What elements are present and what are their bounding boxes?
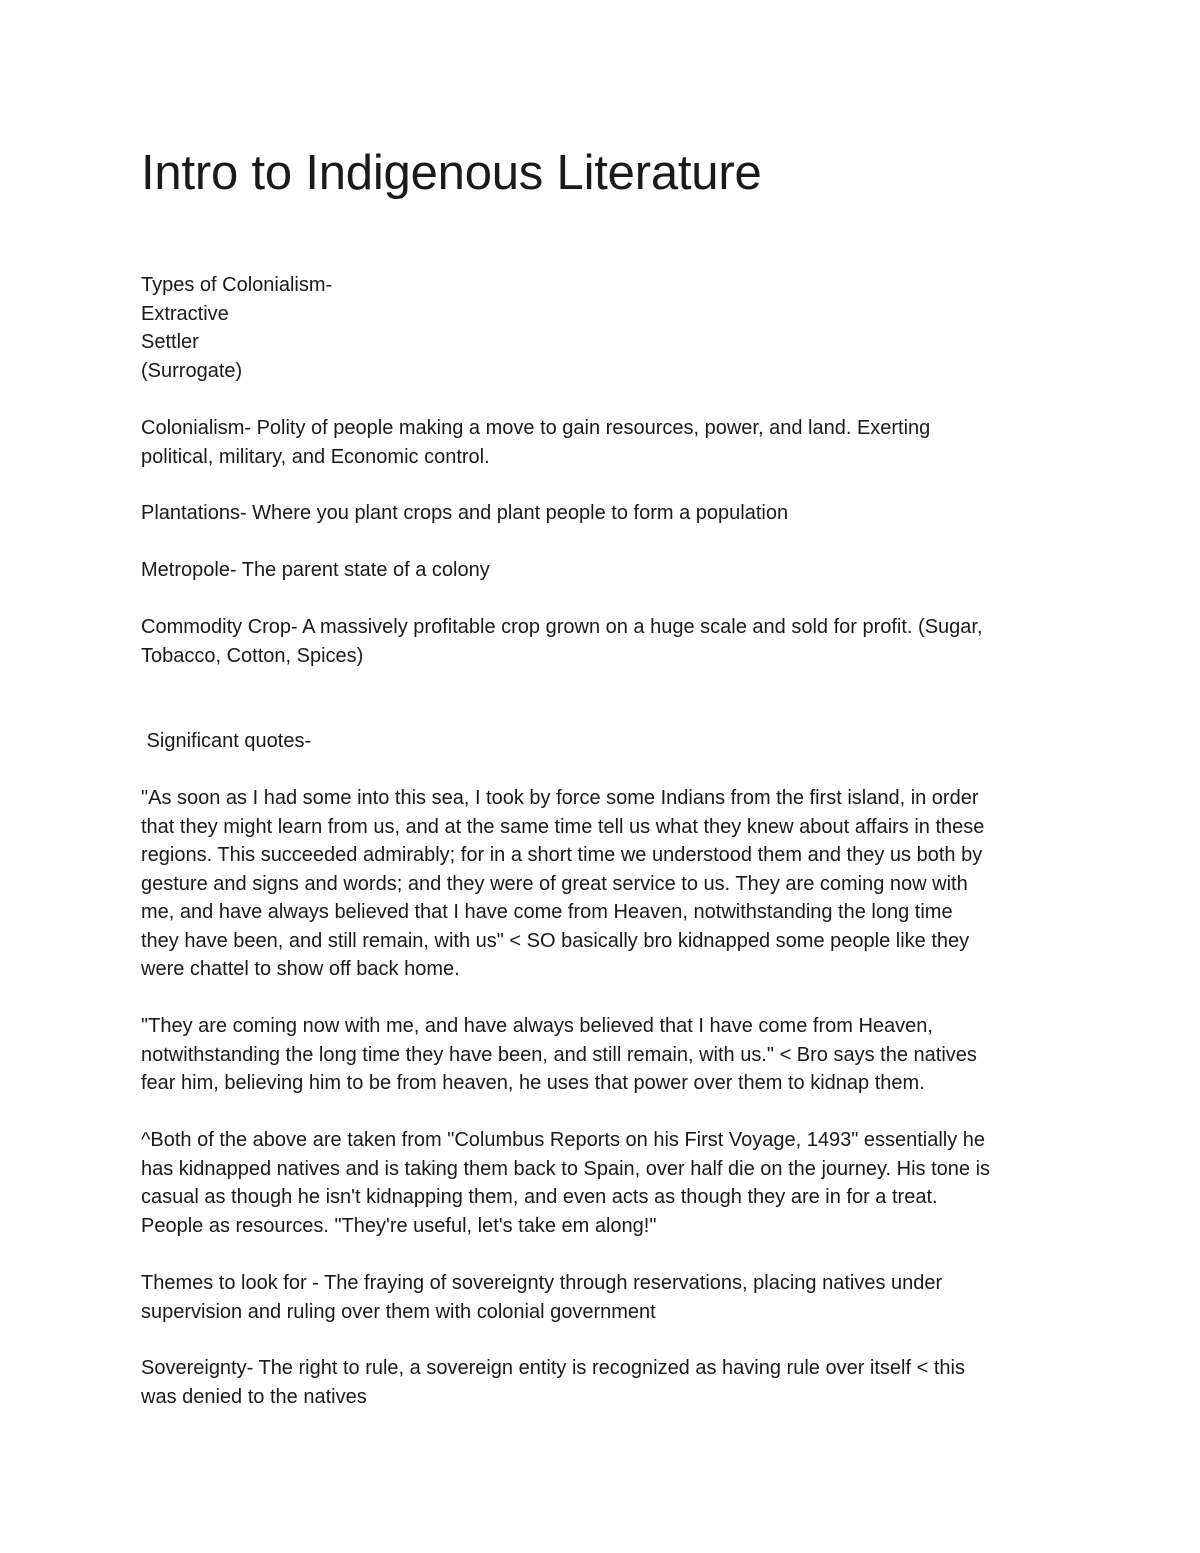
- quote-line: "They are coming now with me, and have always believed that I have come from Heaven,: [141, 1015, 933, 1037]
- commodity-crop-definition: [141, 613, 1071, 670]
- definition-line: Sovereignty- The right to rule, a sovereign entity is recognized as having rule over itself < this: [141, 1357, 965, 1379]
- significant-quotes-heading: [141, 727, 1071, 756]
- quote-2: [141, 1012, 1071, 1098]
- note-line: Themes to look for - The fraying of sovereignty through reservations, placing natives under: [141, 1272, 943, 1294]
- colonialism-definition: [141, 414, 1071, 471]
- quote-line: "As soon as I had some into this sea, I took by force some Indians from the first island, in order: [141, 787, 979, 809]
- note-line: casual as though he isn't kidnapping them, and even acts as though they are in for a treat.: [141, 1186, 938, 1208]
- type-item: Settler: [141, 331, 199, 353]
- definition-line: Commodity Crop- A massively profitable crop grown on a huge scale and sold for profit. (Sugar,: [141, 616, 983, 638]
- type-item: Extractive: [141, 302, 229, 325]
- types-of-colonialism-section: [141, 271, 1071, 385]
- quote-line: that they might learn from us, and at the same time tell us what they knew about affairs in these: [141, 815, 985, 838]
- quote-line: me, and have always believed that I have come from Heaven, notwithstanding the long time: [141, 901, 953, 923]
- type-item: (Surrogate): [141, 359, 243, 382]
- definition-line: Colonialism- Polity of people making a move to gain resources, power, and land. Exerting: [141, 417, 931, 439]
- definition-line: Tobacco, Cotton, Spices): [141, 644, 364, 667]
- quote-line: fear him, believing him to be from heaven, he uses that power over them to kidnap them.: [141, 1072, 925, 1094]
- page-title: Intro to Indigenous Literature: [141, 146, 762, 200]
- sovereignty-definition: [141, 1354, 1071, 1411]
- definition-line: was denied to the natives: [141, 1385, 367, 1408]
- definition-line: political, military, and Economic control.: [141, 445, 490, 468]
- definition-line: Plantations- Where you plant crops and plant people to form a population: [141, 502, 789, 524]
- types-heading: Types of Colonialism-: [141, 274, 333, 296]
- plantations-definition: [141, 499, 1071, 528]
- source-note: [141, 1126, 1071, 1240]
- section-heading: Significant quotes-: [141, 730, 312, 752]
- quote-line: gesture and signs and words; and they were of great service to us. They are coming now with: [141, 872, 968, 895]
- quote-line: notwithstanding the long time they have been, and still remain, with us." < Bro says the natives: [141, 1043, 977, 1066]
- note-line: People as resources. "They're useful, let's take em along!": [141, 1214, 657, 1237]
- themes-to-look-for: [141, 1269, 1071, 1326]
- note-line: has kidnapped natives and is taking them back to Spain, over half die on the journey. His tone is: [141, 1157, 991, 1180]
- quote-line: were chattel to show off back home.: [141, 958, 460, 980]
- metropole-definition: [141, 556, 1071, 585]
- note-line: ^Both of the above are taken from "Columbus Reports on his First Voyage, 1493" essentially he: [141, 1129, 986, 1151]
- note-line: supervision and ruling over them with colonial government: [141, 1300, 656, 1323]
- quote-line: regions. This succeeded admirably; for in a short time we understood them and they us both by: [141, 844, 983, 866]
- quote-1: [141, 784, 1071, 984]
- definition-line: Metropole- The parent state of a colony: [141, 559, 490, 581]
- quote-line: they have been, and still remain, with us" < SO basically bro kidnapped some people like they: [141, 929, 970, 952]
